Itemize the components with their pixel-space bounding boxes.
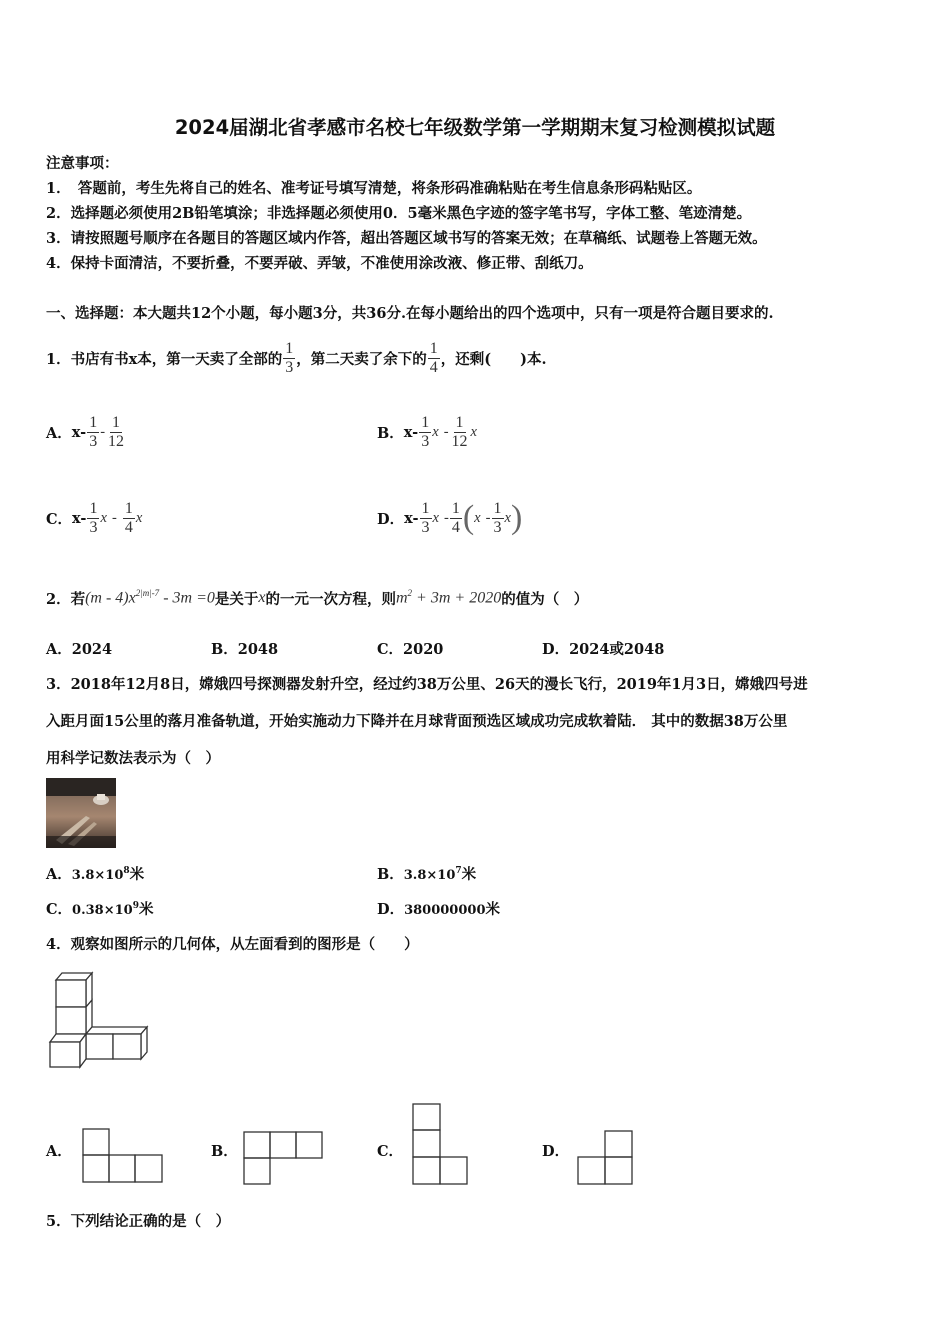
- notice-heading: 注意事项：: [46, 155, 119, 172]
- fraction: $\frac{1}{4}$: [429, 339, 438, 376]
- option-4c-figure[interactable]: [412, 1103, 470, 1185]
- option-3d[interactable]: D．380000000米: [377, 901, 500, 918]
- option-3c[interactable]: C．$0.38\times 10^9$米: [46, 901, 154, 918]
- option-2b[interactable]: B．2048: [211, 641, 279, 658]
- page-title: 2024届湖北省孝感市名校七年级数学第一学期期末复习检测模拟试题: [174, 116, 776, 139]
- option-4a-label[interactable]: A．: [46, 1143, 72, 1160]
- option-4b-label[interactable]: B．: [211, 1143, 238, 1160]
- question-5: 5．下列结论正确的是（ ）: [46, 1213, 231, 1230]
- option-2a[interactable]: A．2024: [46, 641, 113, 658]
- option-1b[interactable]: B． x- $\frac{1}{3}$ x - $\frac{1}{12}$ x: [377, 413, 477, 450]
- question-4: 4．观察如图所示的几何体，从左面看到的图形是（ ）: [46, 936, 419, 953]
- option-4c-label[interactable]: C．: [377, 1143, 404, 1160]
- option-1d[interactable]: D． x- $\frac{1}{3}$ x - $\frac{1}{4}$ ( x - $\frac{1}{3}$ x ): [377, 499, 523, 536]
- notice-item: 1． 答题前，考生先将自己的姓名、准考证号填写清楚，将条形码准确粘贴在考生信息条形码粘贴区。: [46, 180, 702, 197]
- question-2: 2．若 $(m - 4)x^{2|m|-7} - 3m =0$ 是关于 x 的一元一次方程，则 $m^2 + 3m + 2020$ 的值为（ ）: [46, 588, 589, 608]
- fraction: $\frac{1}{3}$: [285, 339, 294, 376]
- option-4d-label[interactable]: D．: [542, 1143, 570, 1160]
- question-3-line: 3．2018年12月8日，嫦娥四号探测器发射升空，经过约38万公里、26天的漫长飞行，2019年1月3日，嫦娥四号进: [46, 676, 808, 693]
- option-4d-figure[interactable]: [577, 1130, 635, 1186]
- notice-item: 4．保持卡面清洁，不要折叠，不要弄破、弄皱，不准使用涂改液、修正带、刮纸刀。: [46, 255, 593, 272]
- option-3a[interactable]: A．$3.8\times 10^8$米: [46, 866, 145, 883]
- option-3b[interactable]: B．$3.8\times 10^7$米: [377, 866, 477, 883]
- option-2d[interactable]: D．2024或2048: [542, 641, 665, 658]
- notice-item: 3．请按照题号顺序在各题目的答题区域内作答，超出答题区域书写的答案无效；在草稿纸、试题卷上答题无效。: [46, 230, 767, 247]
- option-2c[interactable]: C．2020: [377, 641, 444, 658]
- option-1a[interactable]: A． x- $\frac{1}{3}$ - $\frac{1}{12}$: [46, 413, 125, 450]
- option-4a-figure[interactable]: [82, 1128, 164, 1184]
- section-heading: 一、选择题：本大题共12个小题，每小题3分，共36分.在每小题给出的四个选项中，只有一项是符合题目要求的.: [46, 305, 774, 322]
- question-3-line: 入距月面15公里的落月准备轨道，开始实施动力下降并在月球背面预选区域成功完成软着陆． 其中的数据38万公里: [46, 713, 788, 730]
- question-3-line: 用科学记数法表示为（ ）: [46, 750, 220, 767]
- lunar-landing-photo: [46, 778, 116, 848]
- option-1c[interactable]: C． x- $\frac{1}{3}$ x - $\frac{1}{4}$ x: [46, 499, 143, 536]
- cube-solid-figure: [46, 970, 156, 1070]
- notice-item: 2．选择题必须使用2B铅笔填涂；非选择题必须使用0．5毫米黑色字迹的签字笔书写，字体工整、笔迹清楚。: [46, 205, 752, 222]
- option-4b-figure[interactable]: [243, 1131, 323, 1185]
- question-1: 1．书店有书x本，第一天卖了全部的 $\frac{1}{3}$ ，第二天卖了余下的 $\frac{1}{4}$ ，还剩( )本.: [46, 339, 547, 376]
